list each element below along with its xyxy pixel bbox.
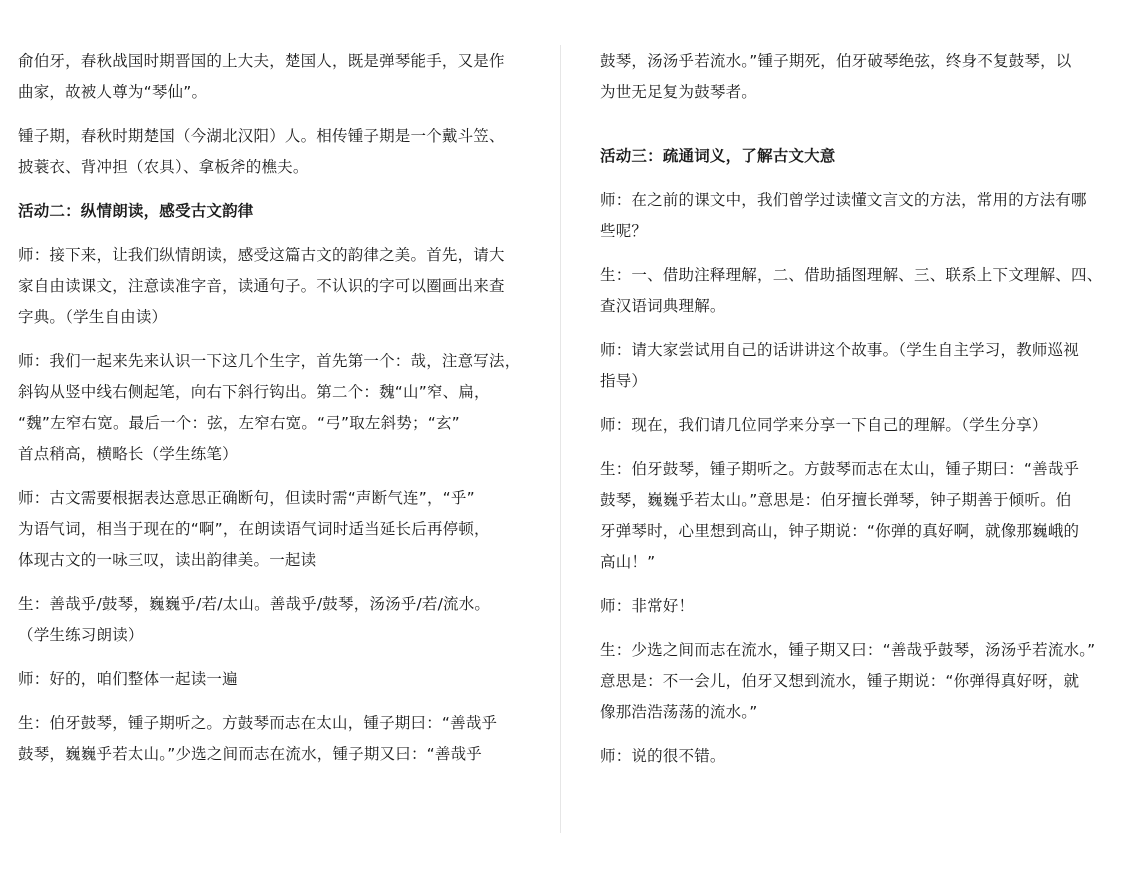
- text-line: 师：好的，咱们整体一起读一遍: [18, 670, 238, 688]
- text-line: 师：在之前的课文中，我们曾学过读懂文言文的方法，常用的方法有哪: [600, 191, 1087, 209]
- paragraph: [600, 185, 1112, 247]
- text-line: 师：说的很不错。: [600, 747, 726, 765]
- section-heading: [18, 196, 523, 227]
- text-line: 牙弹琴时，心里想到高山，钟子期说：“你弹的真好啊，就像那巍峨的: [600, 522, 1080, 540]
- text-line: 师：请大家尝试用自己的话讲讲这个故事。（学生自主学习，教师巡视: [600, 341, 1079, 359]
- text-line: 生：少选之间而志在流水，锺子期又曰：“善哉乎鼓琴，汤汤乎若流水。”: [600, 641, 1096, 659]
- text-line: 锺子期，春秋时期楚国（今湖北汉阳）人。相传锺子期是一个戴斗笠、: [18, 127, 505, 145]
- text-line: 些呢？: [600, 222, 648, 240]
- text-line: 生：善哉乎/鼓琴，巍巍乎/若/太山。善哉乎/鼓琴，汤汤乎/若/流水。: [18, 595, 491, 613]
- text-line: 首点稍高，横略长（学生练笔）: [18, 445, 238, 463]
- text-line: 为世无足复为鼓琴者。: [600, 83, 758, 101]
- paragraph: [600, 410, 1112, 441]
- text-line: 师：现在，我们请几位同学来分享一下自己的理解。（学生分享）: [600, 416, 1048, 434]
- text-line: 斜钩从竖中线右侧起笔，向右下斜行钩出。第二个：魏“山”窄、扁，: [18, 383, 490, 401]
- text-line: 体现古文的一咏三叹，读出韵律美。一起读: [18, 551, 317, 569]
- text-line: 师：我们一起来先来认识一下这几个生字，首先第一个：哉，注意写法，: [18, 352, 521, 370]
- paragraph: [18, 664, 523, 695]
- text-line: 家自由读课文，注意读准字音，读通句子。不认识的字可以圈画出来查: [18, 277, 505, 295]
- text-line: “魏”左窄右宽。最后一个：弦，左窄右宽。“弓”取左斜势；“玄”: [18, 414, 460, 432]
- text-line: 意思是：不一会儿，伯牙又想到流水，锺子期说：“你弹得真好呀，就: [600, 672, 1080, 690]
- paragraph: [18, 589, 523, 651]
- paragraph: [18, 483, 523, 576]
- text-line: 俞伯牙，春秋战国时期晋国的上大夫，楚国人，既是弹琴能手，又是作: [18, 52, 505, 70]
- left-column: [18, 46, 523, 783]
- text-line: 鼓琴，巍巍乎若太山。”意思是：伯牙擅长弹琴，钟子期善于倾听。伯: [600, 491, 1072, 509]
- text-line: 曲家，故被人尊为“琴仙”。: [18, 83, 208, 101]
- right-column: [600, 46, 1112, 785]
- paragraph: [600, 454, 1112, 578]
- paragraph: [18, 708, 523, 770]
- paragraph: [600, 46, 1112, 108]
- paragraph: [600, 741, 1112, 772]
- text-line: 字典。（学生自由读）: [18, 308, 168, 326]
- text-line: 活动二：纵情朗读，感受古文韵律: [18, 202, 254, 220]
- paragraph: [18, 46, 523, 108]
- text-line: 生：伯牙鼓琴，锺子期听之。方鼓琴而志在太山，锺子期曰：“善哉乎: [18, 714, 498, 732]
- text-line: 披蓑衣、背冲担（农具）、拿板斧的樵夫。: [18, 158, 309, 176]
- text-line: 高山！”: [600, 553, 656, 571]
- text-line: 师：非常好！: [600, 597, 695, 615]
- text-line: 鼓琴，巍巍乎若太山。”少选之间而志在流水，锺子期又曰：“善哉乎: [18, 745, 483, 763]
- paragraph: [18, 121, 523, 183]
- text-line: 师：接下来，让我们纵情朗读，感受这篇古文的韵律之美。首先，请大: [18, 246, 505, 264]
- column-divider: [560, 45, 561, 833]
- text-line: 活动三：疏通词义，了解古文大意: [600, 147, 836, 165]
- paragraph: [600, 335, 1112, 397]
- text-line: 像那浩浩荡荡的流水。”: [600, 703, 758, 721]
- text-line: 鼓琴，汤汤乎若流水。”锺子期死，伯牙破琴绝弦，终身不复鼓琴，以: [600, 52, 1072, 70]
- text-line: 查汉语词典理解。: [600, 297, 726, 315]
- text-line: 生：一、借助注释理解，二、借助插图理解、三、联系上下文理解、四、: [600, 266, 1103, 284]
- text-line: 师：古文需要根据表达意思正确断句，但读时需“声断气连”，“乎”: [18, 489, 475, 507]
- text-line: （学生练习朗读）: [18, 626, 144, 644]
- paragraph: [600, 260, 1112, 322]
- paragraph: [600, 591, 1112, 622]
- text-line: 为语气词，相当于现在的“啊”，在朗读语气词时适当延长后再停顿，: [18, 520, 490, 538]
- paragraph: [18, 346, 523, 470]
- section-heading: [600, 141, 1112, 172]
- paragraph: [600, 635, 1112, 728]
- text-line: 指导）: [600, 372, 648, 390]
- paragraph: [18, 240, 523, 333]
- text-line: 生：伯牙鼓琴，锺子期听之。方鼓琴而志在太山，锺子期曰：“善哉乎: [600, 460, 1080, 478]
